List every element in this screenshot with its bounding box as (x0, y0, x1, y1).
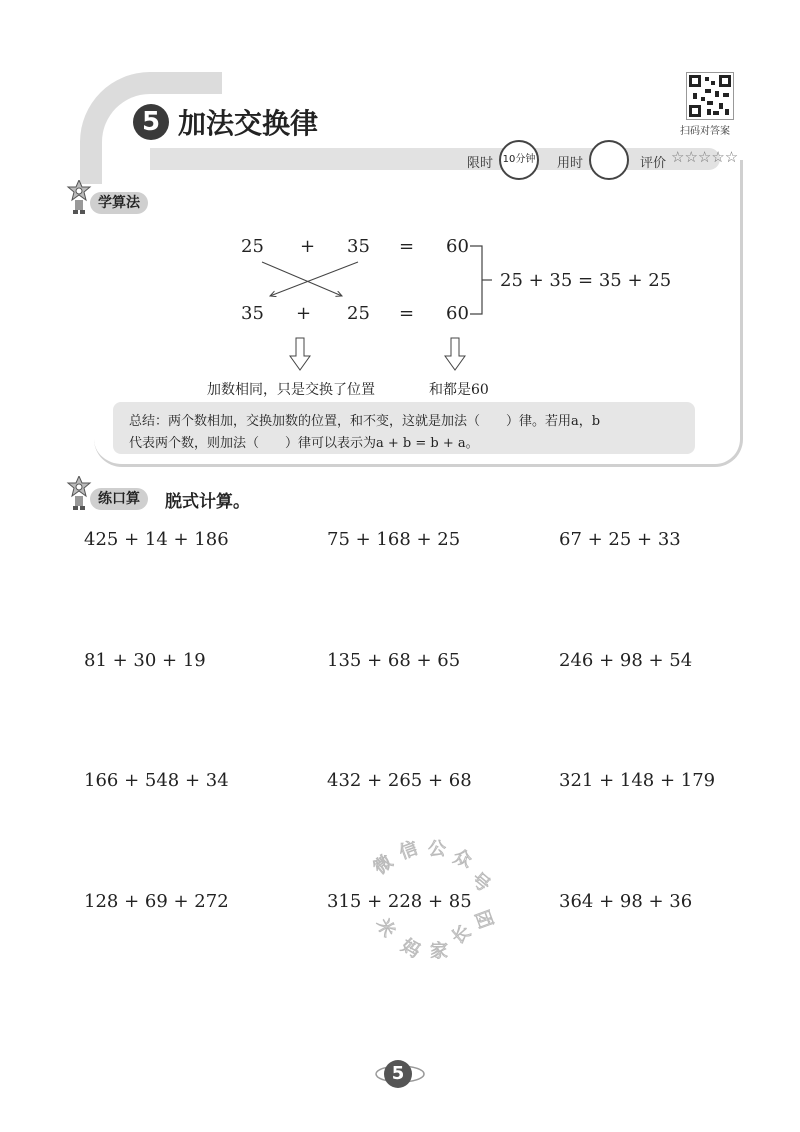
svg-text:公: 公 (428, 839, 446, 860)
svg-text:家: 家 (430, 941, 448, 962)
svg-text:米: 米 (371, 915, 399, 942)
row2-sum: 60 (446, 303, 469, 324)
summary-box (113, 402, 695, 454)
summary-line-2: 代表两个数，则加法（ ）律可以表示为a + b = b + a。 (129, 436, 479, 451)
row2-equals: = (399, 303, 415, 324)
practice-instruction: 脱式计算。 (165, 492, 250, 512)
row1-sum: 60 (446, 236, 469, 257)
row1-a: 25 (241, 236, 264, 257)
row2-b: 25 (347, 303, 370, 324)
svg-text:众: 众 (450, 845, 475, 872)
problem-8: 432 + 265 + 68 (327, 770, 472, 791)
problem-10: 128 + 69 + 272 (84, 891, 229, 912)
row1-plus: + (300, 236, 316, 257)
time-limit-label: 限时 (467, 156, 494, 171)
summary-line-1: 总结：两个数相加，交换加数的位置，和不变，这就是加法（ ）律。若用a，b (129, 414, 601, 429)
row2-a: 35 (241, 303, 264, 324)
row1-equals: = (399, 236, 415, 257)
note-same-sum: 和都是60 (429, 382, 489, 398)
learn-badge: 学算法 (90, 192, 148, 214)
page-title: 加法交换律 (178, 107, 319, 140)
problem-2: 75 + 168 + 25 (327, 529, 461, 550)
problem-12: 364 + 98 + 36 (559, 891, 693, 912)
problem-9: 321 + 148 + 179 (559, 770, 716, 791)
svg-text:妈: 妈 (397, 935, 424, 963)
problem-11: 315 + 228 + 85 (327, 891, 472, 912)
note-same-addends: 加数相同，只是交换了位置 (207, 382, 375, 398)
svg-text:信: 信 (396, 837, 421, 864)
rating-label: 评价 (640, 156, 667, 171)
time-used-label: 用时 (557, 156, 584, 171)
svg-text:长: 长 (447, 921, 476, 949)
lesson-number: 5 (133, 104, 169, 140)
page-number: 5 (384, 1060, 412, 1088)
qr-label: 扫码对答案 (680, 126, 730, 137)
row2-plus: + (296, 303, 312, 324)
watermark-stamp (360, 835, 500, 975)
problem-7: 166 + 548 + 34 (84, 770, 229, 791)
mascot-icon (66, 476, 92, 510)
rating-stars[interactable]: ☆☆☆☆☆ (671, 148, 739, 166)
svg-text:号: 号 (466, 868, 495, 897)
problem-5: 135 + 68 + 65 (327, 650, 461, 671)
problem-1: 425 + 14 + 186 (84, 529, 229, 550)
problem-4: 81 + 30 + 19 (84, 650, 206, 671)
commutative-result: 25 + 35 = 35 + 25 (500, 270, 672, 291)
svg-text:微: 微 (369, 851, 398, 879)
time-limit-value: 10分钟 (502, 154, 536, 165)
swap-arrows-diagram (0, 0, 800, 420)
practice-badge: 练口算 (90, 488, 148, 510)
row1-b: 35 (347, 236, 370, 257)
problem-3: 67 + 25 + 33 (559, 529, 681, 550)
problem-6: 246 + 98 + 54 (559, 650, 693, 671)
svg-text:团: 团 (470, 907, 497, 932)
